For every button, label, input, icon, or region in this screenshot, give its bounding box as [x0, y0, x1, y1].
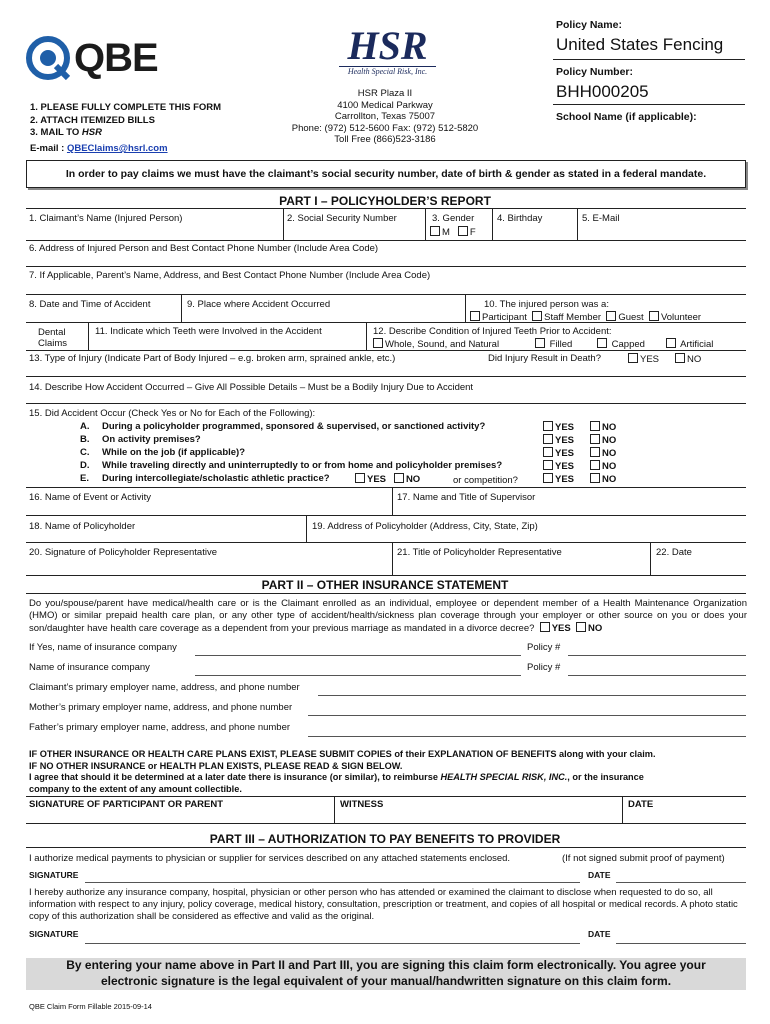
hsr-logo: [335, 23, 440, 82]
q15-yes-checkbox[interactable]: [543, 473, 553, 483]
notice-line-1: IF OTHER INSURANCE OR HEALTH CARE PLANS EXIST, PLEASE SUBMIT COPIES of their EXPLANATION OF BENEFITS along with your claim.: [29, 749, 656, 759]
q15-no-checkbox[interactable]: [590, 447, 600, 457]
field-12-label: 12. Describe Condition of Injured Teeth Prior to Accident:: [373, 326, 612, 337]
hsr-logo-text: HSR: [347, 23, 428, 68]
part2-paragraph-text: Do you/spouse/parent have medical/health care or is the Claimant enrolled as an individual, employee or dependent member of a Health Maintenance Organization (HMO) or similar prepaid health care plan, or any other type of accident/health/sickness plan coverage through your employer or other source on you or does your son/daughter have health care coverage as a dependent from your previous marriage as mandated in a divorce decree?: [29, 598, 747, 634]
q15-yes-checkbox[interactable]: [543, 460, 553, 470]
address-line: Phone: (972) 512-5600 Fax: (972) 512-5820: [291, 122, 479, 134]
death-yes-option: [628, 353, 659, 365]
field-18-label: 18. Name of Policyholder: [29, 521, 136, 532]
capped-label: Capped: [611, 339, 645, 350]
q15-yes-checkbox[interactable]: [543, 447, 553, 457]
field-3-label: 3. Gender: [432, 213, 475, 224]
field-19-label: 19. Address of Policyholder (Address, City, State, Zip): [312, 521, 538, 532]
q15-yes-option: [543, 447, 574, 459]
esign-notice-text: By entering your name above in Part II and Part III, you are signing this claim form electronically. You agree your electronic signature is the legal equivalent of your manual/handwritten signature on this claim form.: [66, 958, 706, 988]
q15-item-text: While traveling directly and uninterruptedly to or from home and policyholder premises?: [102, 460, 503, 471]
q15-yes-option: [543, 421, 574, 433]
email-label: E-mail :: [30, 143, 65, 154]
volunteer-label: Volunteer: [660, 312, 702, 323]
policy-1-label: Policy #: [527, 642, 561, 653]
part3-date-label-2: DATE: [588, 929, 611, 939]
part2-yes-option: [537, 623, 571, 634]
q15-item-letter: D.: [80, 460, 90, 471]
address-line: 4100 Medical Parkway: [337, 99, 433, 111]
q15-yes-label: YES: [555, 435, 575, 446]
q15-no-checkbox[interactable]: [590, 460, 600, 470]
part3-signature-label-1: SIGNATURE: [29, 870, 79, 880]
death-no-option: [675, 353, 701, 365]
claims-label: Claims: [38, 338, 68, 349]
capped-checkbox[interactable]: [597, 338, 607, 348]
participant-signature-label: SIGNATURE OF PARTICIPANT OR PARENT: [29, 799, 224, 810]
q15-no-checkbox[interactable]: [590, 421, 600, 431]
field-20-label: 20. Signature of Policyholder Representative: [29, 547, 218, 558]
notice-line-3c: , or the insurance: [567, 772, 644, 782]
field-6-label: 6. Address of Injured Person and Best Contact Phone Number (Include Area Code): [29, 243, 379, 254]
policy-2-label: Policy #: [527, 662, 561, 673]
field-11-label: 11. Indicate which Teeth were Involved in the Accident: [95, 326, 322, 337]
death-no-checkbox[interactable]: [675, 353, 685, 363]
notice-line-4: company to the extent of any amount collectible.: [29, 783, 242, 794]
filled-checkbox[interactable]: [535, 338, 545, 348]
q15-item-text: While on the job (if applicable)?: [102, 447, 246, 458]
instructions: [30, 102, 221, 140]
part3-signature-label-2: SIGNATURE: [29, 929, 79, 939]
death-question: Did Injury Result in Death?: [488, 353, 601, 364]
part3-date-label-1: DATE: [588, 870, 611, 880]
participant-checkbox[interactable]: [470, 311, 480, 321]
capped-option: [597, 338, 645, 350]
q15-no-label: NO: [602, 448, 617, 459]
practice-no-checkbox[interactable]: [394, 473, 404, 483]
q15-no-label: NO: [602, 435, 617, 446]
q15-yes-label: YES: [555, 422, 575, 433]
policy-number-label: Policy Number:: [556, 66, 634, 78]
q15-item-text: During intercollegiate/scholastic athletic practice?: [102, 473, 330, 484]
staff-member-checkbox[interactable]: [532, 311, 542, 321]
part3-title: PART III – AUTHORIZATION TO PAY BENEFITS TO PROVIDER: [209, 832, 561, 846]
artificial-label: Artificial: [680, 339, 714, 350]
guest-label: Guest: [618, 312, 644, 323]
volunteer-checkbox[interactable]: [649, 311, 659, 321]
field-15-label: 15. Did Accident Occur (Check Yes or No for Each of the Following):: [29, 408, 316, 419]
field-9-label: 9. Place where Accident Occurred: [187, 299, 331, 310]
q15-yes-checkbox[interactable]: [543, 434, 553, 444]
field-13-label: 13. Type of Injury (Indicate Part of Body Injured – e.g. broken arm, sprained ankle, etc.): [29, 353, 396, 364]
staff-member-label: Staff Member: [544, 312, 602, 323]
q15-no-option: [590, 421, 616, 433]
q15-no-label: NO: [602, 474, 617, 485]
footer-text: QBE Claim Form Fillable 2015-09-14: [29, 1002, 152, 1011]
email-link[interactable]: QBEClaims@hsrl.com: [66, 143, 168, 154]
qbe-logo-text: QBE: [74, 36, 158, 80]
hsr-logo-sub: Health Special Risk, Inc.: [347, 67, 428, 76]
part2-date-label: DATE: [628, 799, 654, 810]
gender-f-label: F: [469, 227, 476, 238]
mail-to-value: HSR: [81, 127, 102, 138]
qbe-logo: [26, 36, 166, 80]
part2-title: PART II – OTHER INSURANCE STATEMENT: [261, 578, 509, 592]
q15-no-option: [590, 460, 616, 472]
other-insurance-notice: [29, 749, 749, 795]
notice-text: In order to pay claims we must have the claimant’s social security number, date of birth & gender as stated in a federal mandate.: [65, 168, 707, 180]
whole-sound-checkbox[interactable]: [373, 338, 383, 348]
instruction-3: 3. MAIL TO: [30, 127, 80, 138]
q15-yes-option: [543, 434, 574, 446]
part2-yes-checkbox[interactable]: [540, 622, 550, 632]
authorization-2-text: I hereby authorize any insurance company, hospital, physician or other person who has attended or examined the claimant to disclose when requested to do so, all information with respect to any injury, policy coverage, medical history, consultation, prescription or treatment, and copies of all hospital or medical records. A photo static copy of this authorization shall be considered as effective and valid as the original.: [29, 887, 738, 922]
gender-m-checkbox[interactable]: [430, 226, 440, 236]
field-22-label: 22. Date: [656, 547, 692, 558]
q15-item-letter: C.: [80, 447, 90, 458]
father-employer-label: Father’s primary employer name, address, and phone number: [29, 722, 291, 733]
field-1-label: 1. Claimant’s Name (Injured Person): [29, 213, 183, 224]
q15-no-option: [590, 473, 616, 485]
policy-number-value[interactable]: BHH000205: [556, 82, 649, 101]
q15-no-checkbox[interactable]: [590, 434, 600, 444]
notice-box: [26, 160, 746, 188]
q15-yes-option: [543, 473, 574, 485]
policy-name-label: Policy Name:: [556, 19, 622, 31]
q15-practice-options: [355, 473, 420, 485]
death-yes-checkbox[interactable]: [628, 353, 638, 363]
part1-title: PART I – POLICYHOLDER’S REPORT: [279, 194, 491, 208]
q15-no-option: [590, 447, 616, 459]
field-2-label: 2. Social Security Number: [287, 213, 397, 224]
field-7-label: 7. If Applicable, Parent’s Name, Address, and Best Contact Phone Number (Include Area Code): [29, 270, 431, 281]
participant-label: Participant: [482, 312, 527, 323]
part2-no-checkbox[interactable]: [576, 622, 586, 632]
gender-m-label: M: [442, 227, 450, 238]
practice-yes-checkbox[interactable]: [355, 473, 365, 483]
gender-options: [430, 226, 476, 238]
q15-no-option: [590, 434, 616, 446]
death-yes-label: YES: [640, 354, 660, 365]
qbe-logo-icon: [26, 36, 70, 80]
school-name-label: School Name (if applicable):: [556, 111, 697, 123]
witness-label: WITNESS: [340, 799, 384, 810]
notice-line-3a: I agree that should it be determined at a later date there is insurance (or similar), to reimburse: [29, 772, 438, 782]
part2-paragraph: [29, 598, 747, 635]
policy-name-value[interactable]: United States Fencing: [556, 35, 724, 54]
email-line: [30, 143, 168, 154]
q15-no-label: NO: [602, 422, 617, 433]
instruction-1: 1. PLEASE FULLY COMPLETE THIS FORM: [30, 102, 222, 113]
q15-no-label: NO: [602, 461, 617, 472]
authorization-2: [29, 887, 747, 923]
or-competition: or competition?: [453, 475, 518, 486]
whole-sound-label: Whole, Sound, and Natural: [385, 339, 500, 350]
mother-employer-label: Mother’s primary employer name, address, and phone number: [29, 702, 293, 713]
artificial-checkbox[interactable]: [666, 338, 676, 348]
q15-no-checkbox[interactable]: [590, 473, 600, 483]
field-5-label: 5. E-Mail: [582, 213, 620, 224]
notice-line-2: IF NO OTHER INSURANCE or HEALTH PLAN EXISTS, PLEASE READ & SIGN BELOW.: [29, 760, 403, 771]
insurance-company-1-label: If Yes, name of insurance company: [29, 642, 177, 653]
dental-label: Dental: [38, 327, 66, 338]
part2-no-label: NO: [587, 623, 603, 634]
part2-yes-label: YES: [551, 623, 571, 634]
notice-line-3b: HEALTH SPECIAL RISK, INC.: [440, 772, 568, 782]
death-no-label: NO: [687, 354, 702, 365]
q15-item-letter: B.: [80, 434, 90, 445]
field-14-label: 14. Describe How Accident Occurred – Give All Possible Details – Must be a Bodily Injury Due to Accident: [29, 382, 474, 393]
field-4-label: 4. Birthday: [497, 213, 543, 224]
address-line: Toll Free (866)523-3186: [334, 134, 436, 145]
field-8-label: 8. Date and Time of Accident: [29, 299, 151, 310]
instruction-2: 2. ATTACH ITEMIZED BILLS: [30, 114, 155, 126]
q15-yes-label: YES: [555, 474, 575, 485]
filled-label: Filled: [549, 339, 573, 350]
authorization-1: I authorize medical payments to physician or supplier for services described on any attached statements enclosed.: [29, 853, 511, 864]
field-10-label: 10. The injured person was a:: [484, 299, 609, 310]
hsr-address: [250, 88, 520, 146]
q15-yes-label: YES: [555, 448, 575, 459]
filled-option: [535, 338, 572, 350]
field-21-label: 21. Title of Policyholder Representative: [397, 547, 562, 558]
q15-yes-option: [543, 460, 574, 472]
q15-item-text: During a policyholder programmed, sponsored & supervised, or sanctioned activity?: [102, 421, 486, 432]
q15-yes-label: YES: [555, 461, 575, 472]
address-line: HSR Plaza II: [357, 88, 413, 99]
q15-item-text: On activity premises?: [102, 434, 201, 445]
q15-item-letter: A.: [80, 421, 90, 432]
artificial-option: [666, 338, 713, 350]
field-17-label: 17. Name and Title of Supervisor: [397, 492, 536, 503]
part2-no-option: [573, 623, 602, 634]
field-16-label: 16. Name of Event or Activity: [29, 492, 151, 503]
teeth-condition-options: [373, 338, 499, 350]
gender-f-checkbox[interactable]: [458, 226, 468, 236]
not-signed-note: (If not signed submit proof of payment): [562, 853, 725, 864]
claimant-employer-label: Claimant’s primary employer name, address, and phone number: [29, 682, 300, 693]
q15-yes-checkbox[interactable]: [543, 421, 553, 431]
address-line: Carrollton, Texas 75007: [334, 111, 436, 122]
practice-yes-label: YES: [367, 474, 387, 485]
practice-no-label: NO: [405, 474, 421, 485]
q15-item-letter: E.: [80, 473, 89, 484]
guest-checkbox[interactable]: [606, 311, 616, 321]
insurance-company-2-label: Name of insurance company: [29, 662, 150, 673]
